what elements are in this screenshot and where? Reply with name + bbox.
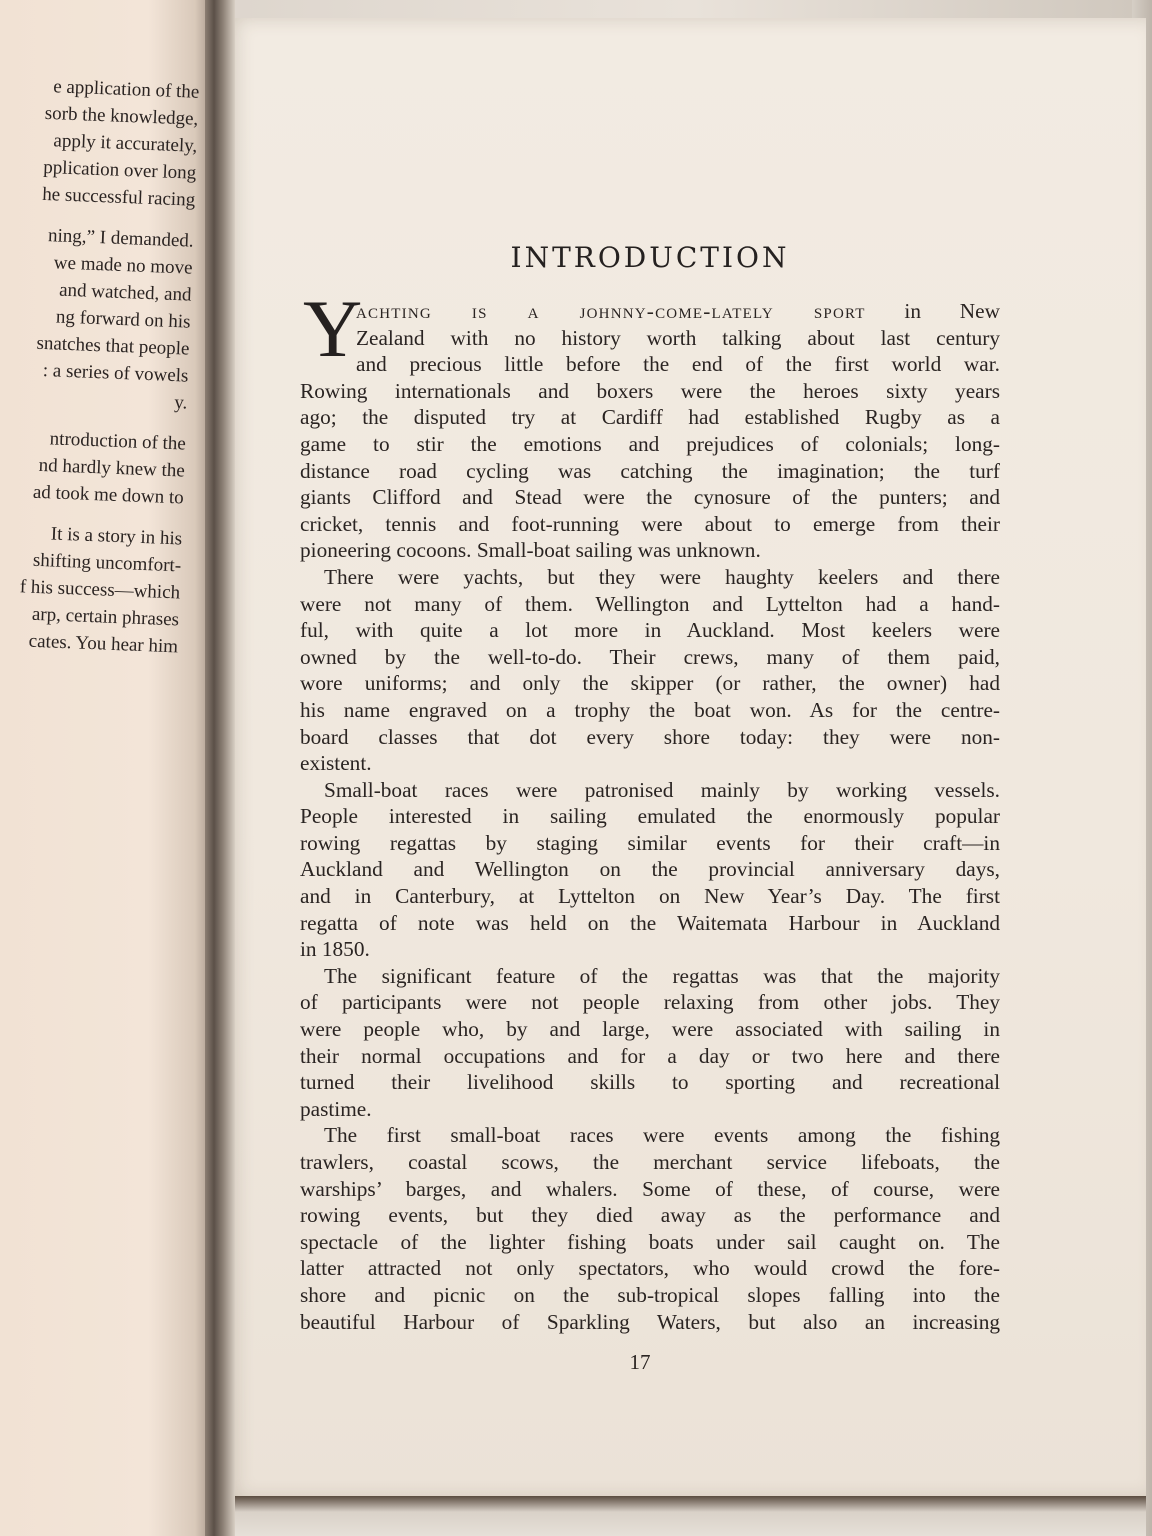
- left-page-line: snatches that people: [36, 332, 190, 360]
- body-line: and precious little before the end of the first world war.: [356, 352, 1000, 377]
- body-line: ful, with quite a lot more in Auckland. Most keelers were: [300, 618, 1000, 643]
- body-line: his name engraved on a trophy the boat won. As for the centre-: [300, 697, 1000, 722]
- left-page-line: we made no move: [53, 252, 193, 279]
- body-line: game to stir the emotions and prejudices of colonials; long-: [300, 431, 1000, 456]
- body-text: [300, 298, 1000, 1335]
- left-page-line: and watched, and: [58, 279, 192, 306]
- drop-cap: Y: [303, 283, 363, 374]
- left-page: [0, 0, 212, 1536]
- body-line: in 1850.: [300, 937, 370, 962]
- body-line: were people who, by and large, were associated with sailing in: [300, 1017, 1000, 1042]
- body-line: turned their livelihood skills to sporting and recreational: [300, 1070, 1000, 1095]
- left-page-line: ng forward on his: [55, 306, 191, 333]
- body-line: Rowing internationals and boxers were the heroes sixty years: [300, 378, 1000, 403]
- left-page-line: he successful racing: [41, 183, 196, 211]
- left-page-line: sorb the knowledge,: [44, 102, 199, 130]
- body-line: pastime.: [300, 1096, 372, 1121]
- body-line: wore uniforms; and only the skipper (or rather, the owner) had: [300, 671, 1000, 696]
- left-page-line: y.: [173, 392, 188, 414]
- left-page-line: : a series of vowels: [42, 360, 189, 387]
- body-line: distance road cycling was catching the imagination; the turf: [300, 458, 1000, 483]
- page-bottom-edge: [226, 1496, 1146, 1536]
- chapter-title: INTRODUCTION: [510, 240, 790, 274]
- page-number: 17: [629, 1350, 651, 1374]
- left-page-line: apply it accurately,: [53, 130, 198, 157]
- body-line: owned by the well-to-do. Their crews, many of them paid,: [300, 644, 1000, 669]
- body-line: There were yachts, but they were haughty keelers and there: [324, 564, 1000, 589]
- body-line: The significant feature of the regattas was that the majority: [324, 963, 1000, 988]
- body-line: beautiful Harbour of Sparkling Waters, but also an increasing: [300, 1309, 1000, 1334]
- body-line: ago; the disputed try at Cardiff had established Rugby as a: [300, 405, 1000, 430]
- first-line-rest: in New: [865, 299, 1000, 323]
- body-line: pioneering cocoons. Small-boat sailing was unknown.: [300, 538, 761, 563]
- book-gutter: [205, 0, 235, 1536]
- body-line: [300, 298, 1000, 325]
- left-page-line: cates. You hear him: [28, 630, 179, 658]
- body-line: Auckland and Wellington on the provincial anniversary days,: [300, 857, 1000, 882]
- left-page-line: nd hardly knew the: [38, 454, 186, 482]
- body-line: and in Canterbury, at Lyttelton on New Year’s Day. The first: [300, 884, 1000, 909]
- body-line: regatta of note was held on the Waitemata Harbour in Auckland: [300, 910, 1000, 935]
- body-line: warships’ barges, and whalers. Some of these, of course, were: [300, 1176, 1000, 1201]
- body-line: trawlers, coastal scows, the merchant service lifeboats, the: [300, 1150, 1000, 1174]
- left-page-line: arp, certain phrases: [31, 603, 180, 631]
- left-page-line: ntroduction of the: [49, 428, 187, 455]
- body-line: People interested in sailing emulated the enormously popular: [300, 804, 1000, 829]
- body-line: board classes that dot every shore today: they were non-: [300, 724, 1000, 749]
- first-line-smallcaps: achting is a johnny-come-lately sport: [356, 299, 866, 323]
- body-line: giants Clifford and Stead were the cynosure of the punters; and: [300, 485, 1000, 510]
- body-line: of participants were not people relaxing from other jobs. They: [300, 990, 1000, 1015]
- body-line: cricket, tennis and foot-running were about to emerge from their: [300, 511, 1000, 536]
- body-line: rowing events, but they died away as the performance and: [300, 1203, 1000, 1228]
- body-line: existent.: [300, 751, 372, 776]
- body-line: latter attracted not only spectators, who would crowd the fore-: [300, 1256, 1000, 1281]
- body-line: Small-boat races were patronised mainly by working vessels.: [324, 777, 1000, 802]
- body-line: were not many of them. Wellington and Lyttelton had a hand-: [300, 591, 1000, 616]
- left-page-line: e application of the: [52, 76, 200, 103]
- left-page-line: ning,” I demanded.: [47, 225, 194, 252]
- left-page-line: shifting uncomfort-: [32, 549, 182, 577]
- body-line: rowing regattas by staging similar events for their craft—in: [300, 830, 1000, 855]
- left-page-line: ad took me down to: [32, 481, 185, 509]
- body-line: Zealand with no history worth talking about last century: [356, 325, 1000, 350]
- left-page-line: pplication over long: [42, 156, 197, 184]
- left-page-text: [0, 70, 200, 660]
- body-line: their normal occupations and for a day or two here and there: [300, 1043, 1000, 1068]
- left-page-line: f his success—which: [19, 576, 181, 604]
- left-page-line: It is a story in his: [50, 523, 183, 550]
- body-line: shore and picnic on the sub-tropical slopes falling into the: [300, 1282, 1000, 1307]
- body-line: The first small-boat races were events among the fishing: [324, 1123, 1000, 1148]
- body-line: spectacle of the lighter fishing boats under sail caught on. The: [300, 1229, 1000, 1254]
